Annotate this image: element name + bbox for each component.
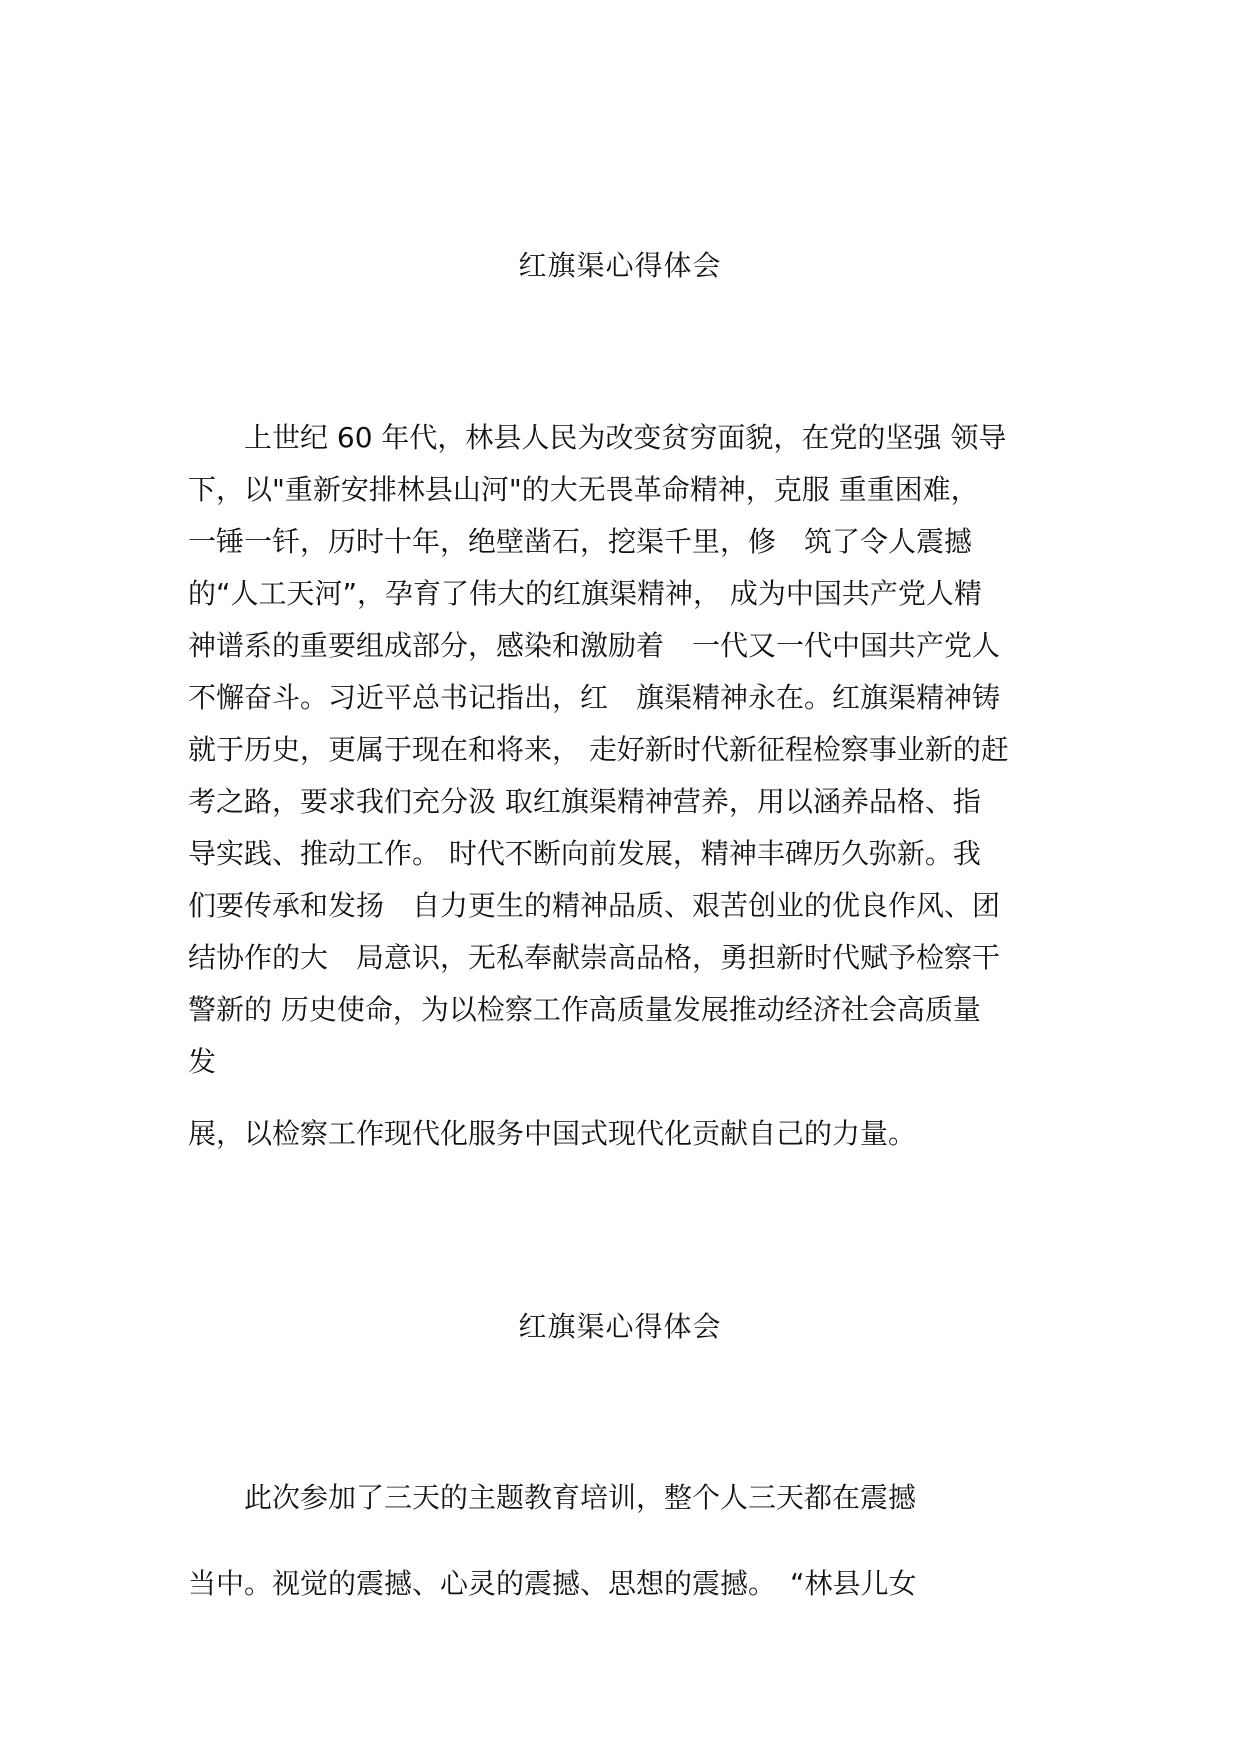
paragraph-line: 此次参加了三天的主题教育培训，整个人三天都在震撼 (188, 1481, 917, 1514)
paragraph-line: 上世纪 60 年代，林县人民为改变贫穷面貌，在党的坚强 领导 (188, 421, 1007, 454)
body-paragraph (188, 412, 1068, 1088)
paragraph-line: 发 (188, 1045, 217, 1078)
paragraph-line: 就于历史，更属于现在和将来， 走好新时代新征程检察事业新的赶 (188, 733, 1009, 766)
paragraph-line: 考之路，要求我们充分汲 取红旗渠精神营养，用以涵养品格、指 (188, 785, 981, 818)
body-paragraph (188, 1472, 1068, 1644)
paragraph-line: 一锤一钎，历时十年，绝壁凿石，挖渠千里，修 筑了令人震撼 (188, 525, 973, 558)
paragraph-line: 的“人工天河”，孕育了伟大的红旗渠精神， 成为中国共产党人精 (188, 577, 982, 610)
paragraph-line: 下，以"重新安排林县山河"的大无畏革命精神，克服 重重困难， (188, 473, 979, 506)
paragraph-line: 不懈奋斗。习近平总书记指出，红 旗渠精神永在。红旗渠精神铸 (188, 681, 1001, 714)
paragraph-line: 们要传承和发扬 自力更生的精神品质、艰苦创业的优良作风、团 (188, 889, 1001, 922)
paragraph-line: 结协作的大 局意识，无私奉献崇高品格，勇担新时代赋予检察干 (188, 941, 1001, 974)
paragraph-line: 当中。视觉的震撼、心灵的震撼、思想的震撼。 “林县儿女 (188, 1567, 917, 1600)
paragraph-line: 神谱系的重要组成部分，感染和激励着 一代又一代中国共产党人 (188, 629, 1001, 662)
paragraph-line: 导实践、推动工作。 时代不断向前发展，精神丰碑历久弥新。我 (188, 837, 981, 870)
section-title: 红旗渠心得体会 (518, 1310, 722, 1343)
paragraph-closing (188, 1108, 1068, 1160)
paragraph-line: 展，以检察工作现代化服务中国式现代化贡献自己的力量。 (188, 1117, 917, 1150)
paragraph-line: 警新的 历史使命，为以检察工作高质量发展推动经济社会高质量 (188, 993, 981, 1026)
section-title: 红旗渠心得体会 (518, 249, 722, 282)
